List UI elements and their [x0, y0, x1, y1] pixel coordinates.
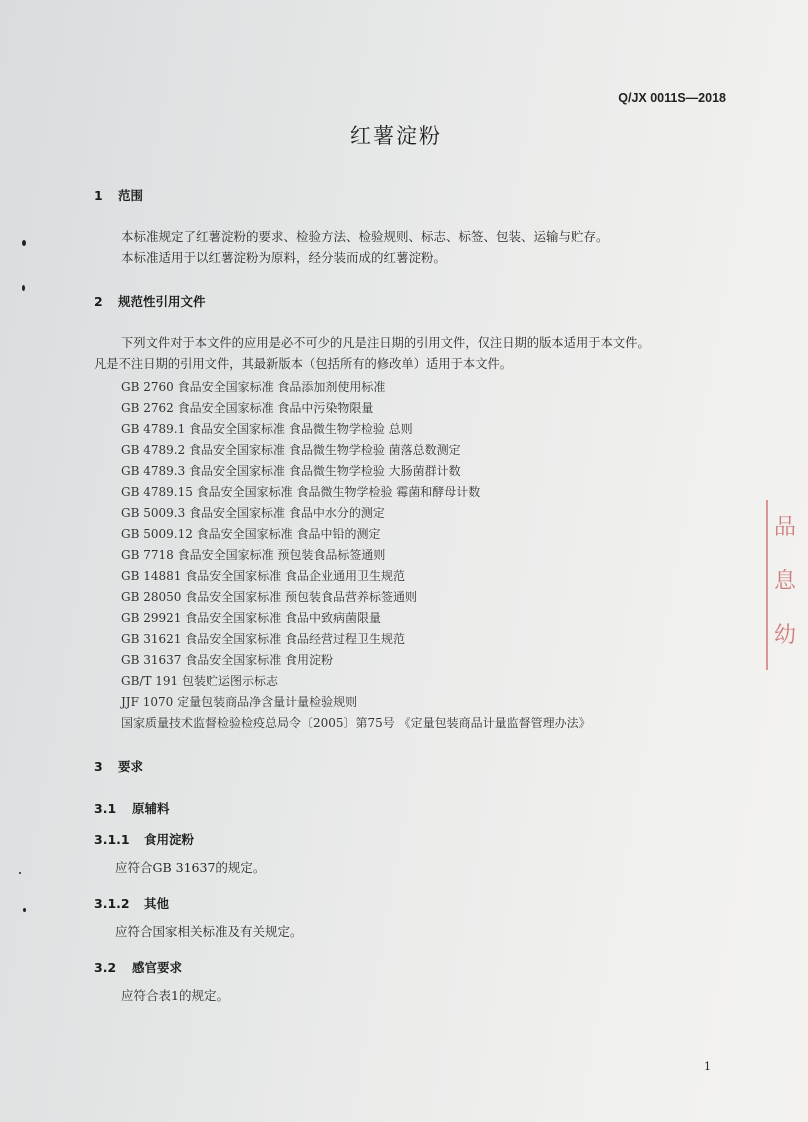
reference-item: GB 4789.15 食品安全国家标准 食品微生物学检验 霉菌和酵母计数 — [121, 485, 481, 499]
stamp-char: 品 — [774, 515, 797, 540]
references-intro-line-1: 下列文件对于本文件的应用是必不可少的凡是注日期的引用文件，仅注日期的版本适用于本文件。 — [121, 336, 650, 350]
subsection-title: 食用淀粉 — [144, 832, 195, 847]
scope-paragraph-2: 本标准适用于以红薯淀粉为原料，经分装而成的红薯淀粉。 — [121, 250, 447, 265]
subsection-title: 原辅料 — [132, 801, 170, 816]
reference-item: GB 31621 食品安全国家标准 食品经营过程卫生规范 — [121, 632, 406, 646]
subsection-title: 其他 — [144, 896, 170, 911]
section-3-heading — [94, 757, 143, 775]
subsection-3-2-text: 应符合表1的规定。 — [121, 988, 229, 1003]
section-number: 3 — [94, 759, 103, 774]
stamp-char: 幼 — [774, 623, 797, 648]
reference-item: GB/T 191 包装贮运图示标志 — [121, 674, 278, 688]
reference-item: GB 5009.12 食品安全国家标准 食品中铅的测定 — [121, 527, 381, 541]
stamp-char: 息 — [774, 569, 797, 594]
reference-item: GB 7718 食品安全国家标准 预包装食品标签通则 — [121, 548, 386, 562]
reference-item: GB 2760 食品安全国家标准 食品添加剂使用标准 — [121, 380, 386, 394]
section-1-heading — [94, 186, 143, 204]
reference-item: GB 2762 食品安全国家标准 食品中污染物限量 — [121, 401, 374, 415]
red-seal-stamp — [766, 500, 808, 670]
subsection-number: 3.2 — [94, 960, 117, 975]
standard-code: Q/JX 0011S—2018 — [618, 91, 726, 105]
reference-item: GB 31637 食品安全国家标准 食用淀粉 — [121, 653, 334, 667]
subsection-3-1-1-text: 应符合GB 31637的规定。 — [115, 860, 266, 875]
subsection-3-1-heading — [94, 799, 170, 817]
subsection-number: 3.1.2 — [94, 896, 130, 911]
subsection-3-1-2-heading — [94, 894, 169, 912]
subsection-3-1-1-heading — [94, 830, 194, 848]
section-title: 范围 — [118, 188, 144, 203]
subsection-number: 3.1.1 — [94, 832, 130, 847]
scan-speck — [23, 908, 26, 912]
scan-speck — [22, 240, 26, 246]
page-number: 1 — [704, 1060, 711, 1073]
scan-speck — [22, 285, 25, 291]
references-intro-line-2: 凡是不注日期的引用文件，其最新版本（包括所有的修改单）适用于本文件。 — [94, 357, 513, 371]
section-number: 1 — [94, 188, 103, 203]
reference-item: JJF 1070 定量包装商品净含量计量检验规则 — [121, 695, 358, 709]
scope-paragraph-1: 本标准规定了红薯淀粉的要求、检验方法、检验规则、标志、标签、包装、运输与贮存。 — [121, 229, 609, 244]
subsection-title: 感官要求 — [132, 960, 183, 975]
section-title: 要求 — [118, 759, 144, 774]
subsection-number: 3.1 — [94, 801, 117, 816]
section-2-heading — [94, 292, 206, 310]
reference-item: GB 4789.2 食品安全国家标准 食品微生物学检验 菌落总数测定 — [121, 443, 461, 457]
reference-item: GB 4789.3 食品安全国家标准 食品微生物学检验 大肠菌群计数 — [121, 464, 461, 478]
reference-item: GB 14881 食品安全国家标准 食品企业通用卫生规范 — [121, 569, 406, 583]
section-title: 规范性引用文件 — [118, 294, 206, 309]
document-title: 红薯淀粉 — [350, 124, 442, 148]
reference-item: GB 4789.1 食品安全国家标准 食品微生物学检验 总则 — [121, 422, 413, 436]
reference-item: GB 5009.3 食品安全国家标准 食品中水分的测定 — [121, 506, 385, 520]
subsection-3-2-heading — [94, 958, 182, 976]
subsection-3-1-2-text: 应符合国家相关标准及有关规定。 — [115, 924, 303, 939]
section-number: 2 — [94, 294, 103, 309]
reference-item: GB 29921 食品安全国家标准 食品中致病菌限量 — [121, 611, 382, 625]
reference-item: GB 28050 食品安全国家标准 预包装食品营养标签通则 — [121, 590, 418, 604]
scan-speck — [19, 872, 21, 874]
reference-item: 国家质量技术监督检验检疫总局令〔2005〕第75号 《定量包装商品计量监督管理办法》 — [121, 716, 591, 730]
